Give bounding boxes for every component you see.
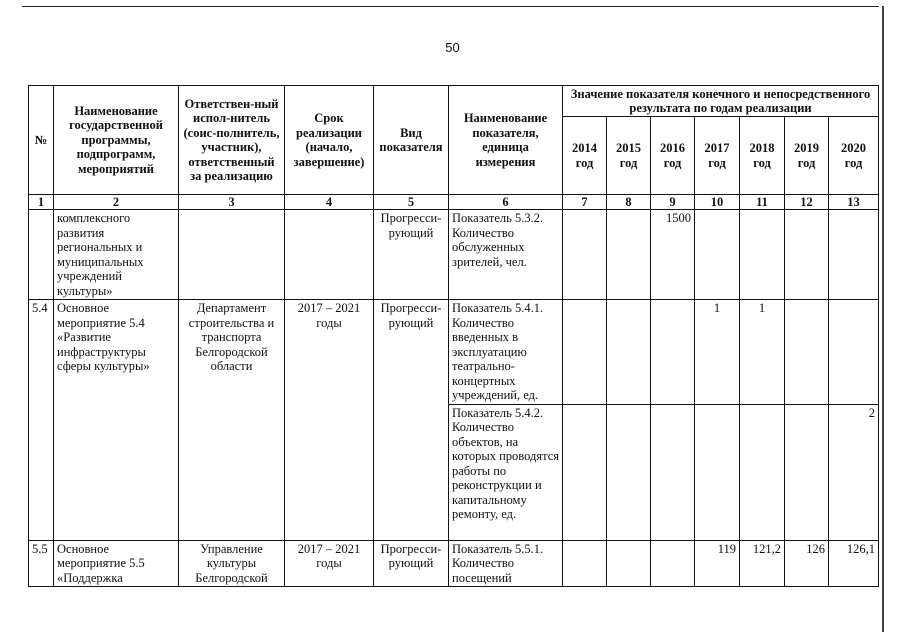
column-number: 2	[54, 195, 179, 210]
header-program: Наименование государственной программы, подпрограмм, мероприятий	[54, 86, 179, 195]
row-executor: Департамент строительства и транспорта Белгородской области	[179, 300, 285, 541]
row-kind: Прогресси-рующий	[374, 540, 449, 587]
row-kind: Прогресси-рующий	[374, 300, 449, 541]
page-border-right	[882, 6, 884, 632]
row-num: 5.5	[29, 540, 54, 587]
row-value	[563, 540, 607, 587]
row-program: комплексного развития региональных и муниципальных учреждений культуры»	[54, 210, 179, 300]
row-value: 121,2	[740, 540, 785, 587]
row-num: 5.4	[29, 300, 54, 541]
row-value	[607, 404, 651, 540]
row-value	[695, 210, 740, 300]
column-number: 13	[829, 195, 879, 210]
header-row-1	[29, 86, 879, 117]
row-value	[785, 300, 829, 405]
header-values-group: Значение показателя конечного и непосредственного результата по годам реализации	[563, 86, 879, 117]
row-kind: Прогресси-рующий	[374, 210, 449, 300]
header-year: 2019 год	[785, 117, 829, 195]
column-number: 8	[607, 195, 651, 210]
row-value	[563, 300, 607, 405]
row-value	[651, 540, 695, 587]
column-number: 5	[374, 195, 449, 210]
row-value	[829, 300, 879, 405]
header-executor: Ответствен-ный испол-нитель (соис-полнитель, участник), ответственный за реализацию	[179, 86, 285, 195]
row-value	[607, 210, 651, 300]
header-year: 2017 год	[695, 117, 740, 195]
row-value	[740, 210, 785, 300]
header-kind: Вид показателя	[374, 86, 449, 195]
header-year: 2020 год	[829, 117, 879, 195]
row-value	[563, 404, 607, 540]
row-value	[651, 300, 695, 405]
row-term: 2017 – 2021 годы	[285, 300, 374, 541]
header-year: 2015 год	[607, 117, 651, 195]
row-value	[563, 210, 607, 300]
row-value: 126,1	[829, 540, 879, 587]
page-border-top	[22, 6, 879, 7]
header-year: 2016 год	[651, 117, 695, 195]
column-number: 7	[563, 195, 607, 210]
column-number: 10	[695, 195, 740, 210]
table-row	[29, 300, 879, 405]
row-value	[740, 404, 785, 540]
row-executor: Управление культуры Белгородской	[179, 540, 285, 587]
row-value	[651, 404, 695, 540]
row-value	[607, 300, 651, 405]
header-year: 2018 год	[740, 117, 785, 195]
row-value	[695, 404, 740, 540]
row-value: 126	[785, 540, 829, 587]
row-term: 2017 – 2021 годы	[285, 540, 374, 587]
column-number: 12	[785, 195, 829, 210]
header-num: №	[29, 86, 54, 195]
row-value: 1	[740, 300, 785, 405]
column-number: 4	[285, 195, 374, 210]
column-number: 9	[651, 195, 695, 210]
row-indicator: Показатель 5.4.2. Количество объектов, на которых проводятся работы по реконструкции и капитальному ремонту, ед.	[449, 404, 563, 540]
row-value: 1	[695, 300, 740, 405]
column-number: 11	[740, 195, 785, 210]
column-number-row	[29, 195, 879, 210]
row-indicator: Показатель 5.3.2. Количество обслуженных зрителей, чел.	[449, 210, 563, 300]
row-executor	[179, 210, 285, 300]
row-indicator: Показатель 5.5.1. Количество посещений	[449, 540, 563, 587]
table-row	[29, 210, 879, 300]
row-value	[607, 540, 651, 587]
row-program: Основное мероприятие 5.5 «Поддержка	[54, 540, 179, 587]
row-indicator: Показатель 5.4.1. Количество введенных в эксплуатацию театрально-концертных учреждений, ед.	[449, 300, 563, 405]
row-program: Основное мероприятие 5.4 «Развитие инфраструктуры сферы культуры»	[54, 300, 179, 541]
row-value: 119	[695, 540, 740, 587]
indicator-table	[28, 85, 879, 587]
row-value: 1500	[651, 210, 695, 300]
header-year: 2014 год	[563, 117, 607, 195]
table-row	[29, 540, 879, 587]
column-number: 6	[449, 195, 563, 210]
header-term: Срок реализации (начало, завершение)	[285, 86, 374, 195]
row-value	[829, 210, 879, 300]
header-indicator: Наименование показателя, единица измерения	[449, 86, 563, 195]
row-term	[285, 210, 374, 300]
row-value	[785, 404, 829, 540]
row-num	[29, 210, 54, 300]
row-value	[785, 210, 829, 300]
column-number: 1	[29, 195, 54, 210]
row-value: 2	[829, 404, 879, 540]
column-number: 3	[179, 195, 285, 210]
page-number: 50	[445, 40, 460, 55]
